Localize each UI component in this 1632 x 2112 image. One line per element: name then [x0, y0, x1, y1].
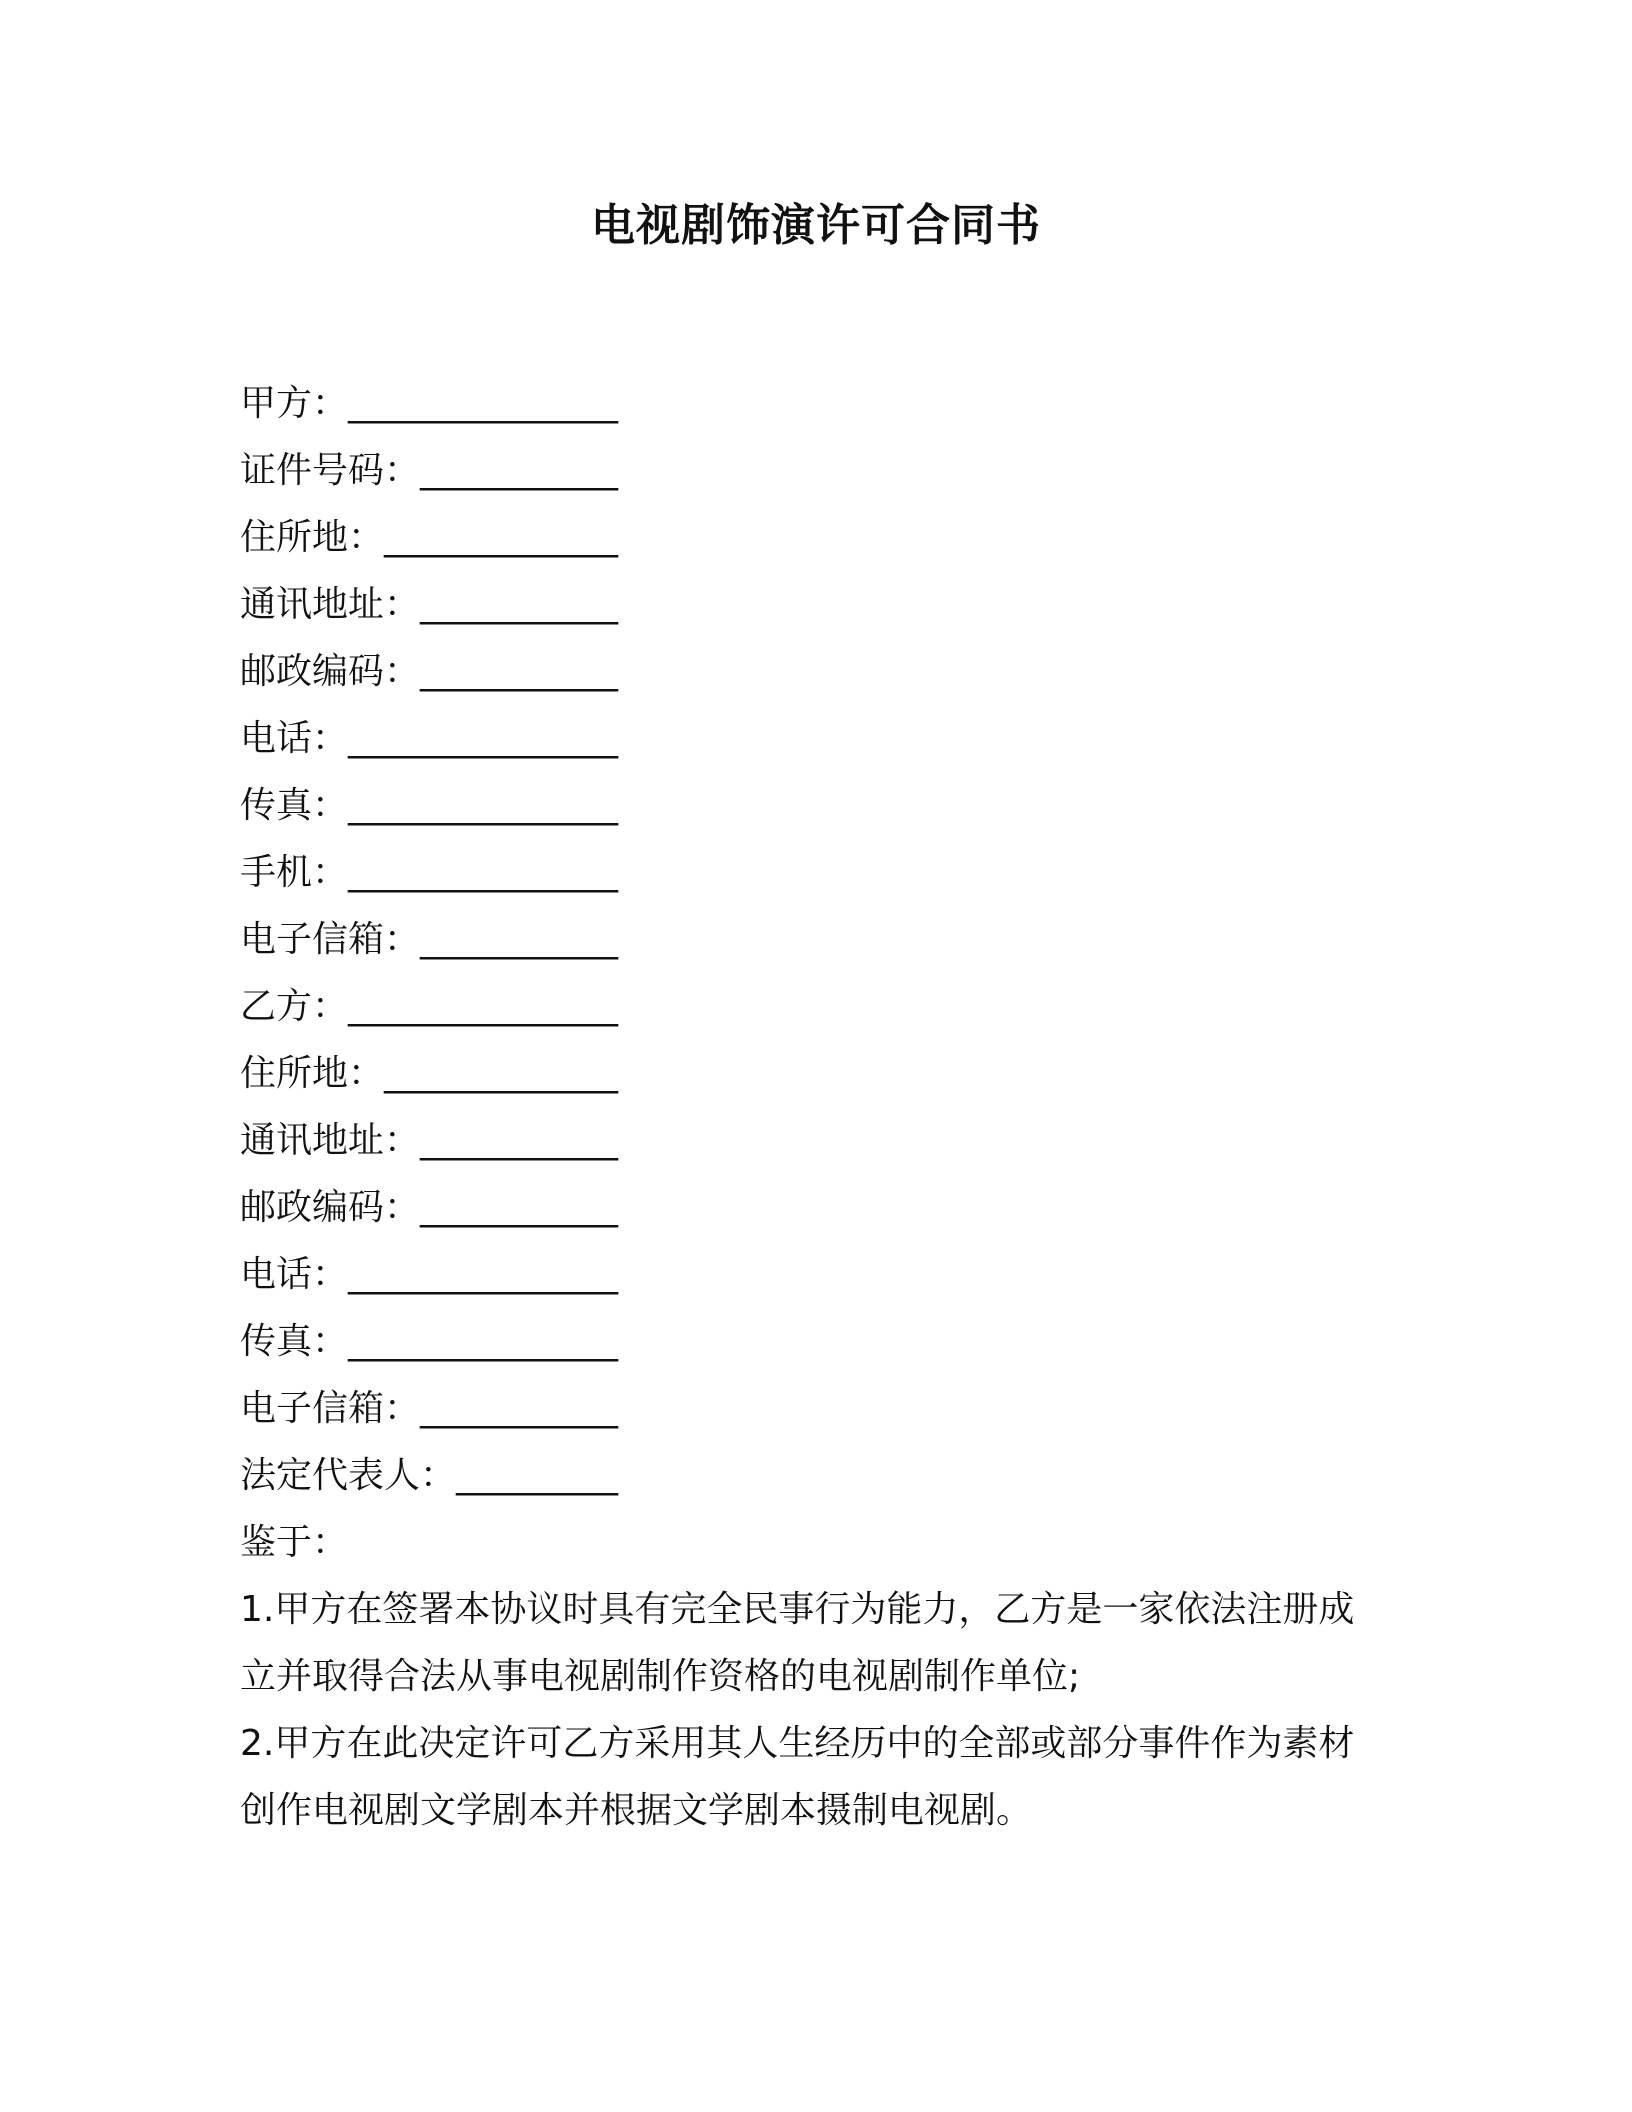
field-email-b: [240, 1375, 1380, 1442]
field-postal-code-b: [240, 1174, 1380, 1241]
field-label: 住所地：: [240, 517, 385, 558]
field-label: 邮政编码：: [240, 1187, 421, 1228]
field-mobile-a: [240, 839, 1380, 906]
recital-paragraph-1: 1.甲方在签署本协议时具有完全民事行为能力，乙方是一家依法注册成立并取得合法从事电视剧制作资格的电视剧制作单位;: [240, 1589, 1355, 1697]
field-blank: ___________: [420, 919, 619, 960]
field-label: 法定代表人：: [240, 1455, 457, 1496]
party-fields: [240, 370, 1380, 1844]
field-label: 手机：: [240, 852, 349, 893]
field-phone-b: [240, 1241, 1380, 1308]
field-blank: ___________: [420, 450, 619, 491]
field-label: 电话：: [240, 1254, 349, 1295]
field-blank: _______________: [348, 852, 619, 893]
field-blank: _______________: [348, 986, 619, 1027]
field-id-number: [240, 437, 1380, 504]
field-email-a: [240, 906, 1380, 973]
field-blank: _______________: [348, 1254, 619, 1295]
field-blank: ___________: [420, 1388, 619, 1429]
field-label: 证件号码：: [240, 450, 421, 491]
field-blank: _______________: [348, 718, 619, 759]
field-blank: ___________: [420, 1187, 619, 1228]
field-mailing-address-b: [240, 1107, 1380, 1174]
field-label: 通讯地址：: [240, 584, 421, 625]
field-phone-a: [240, 705, 1380, 772]
field-label: 住所地：: [240, 1053, 385, 1094]
field-blank: _________: [456, 1455, 619, 1496]
field-label: 电子信箱：: [240, 1388, 421, 1429]
field-blank: ___________: [420, 584, 619, 625]
field-label: 甲方：: [240, 383, 349, 424]
field-postal-code-a: [240, 638, 1380, 705]
field-fax-b: [240, 1308, 1380, 1375]
field-blank: _____________: [384, 517, 619, 558]
recitals-heading: 鉴于：: [240, 1522, 349, 1563]
field-blank: _______________: [348, 785, 619, 826]
field-fax-a: [240, 772, 1380, 839]
document-title: 电视剧饰演许可合同书: [591, 200, 1041, 251]
field-party-b: [240, 973, 1380, 1040]
recital-paragraph-2: 2.甲方在此决定许可乙方采用其人生经历中的全部或部分事件作为素材创作电视剧文学剧本并根据文学剧本摄制电视剧。: [240, 1723, 1355, 1831]
field-party-a: [240, 370, 1380, 437]
field-label: 传真：: [240, 785, 349, 826]
field-residence-b: [240, 1040, 1380, 1107]
field-legal-representative: [240, 1442, 1380, 1509]
field-label: 通讯地址：: [240, 1120, 421, 1161]
field-label: 邮政编码：: [240, 651, 421, 692]
field-label: 乙方：: [240, 986, 349, 1027]
field-label: 电话：: [240, 718, 349, 759]
field-label: 传真：: [240, 1321, 349, 1362]
field-blank: _______________: [348, 383, 619, 424]
field-residence-a: [240, 504, 1380, 571]
field-blank: ___________: [420, 1120, 619, 1161]
field-label: 电子信箱：: [240, 919, 421, 960]
field-mailing-address-a: [240, 571, 1380, 638]
field-blank: _____________: [384, 1053, 619, 1094]
field-blank: ___________: [420, 651, 619, 692]
field-blank: _______________: [348, 1321, 619, 1362]
